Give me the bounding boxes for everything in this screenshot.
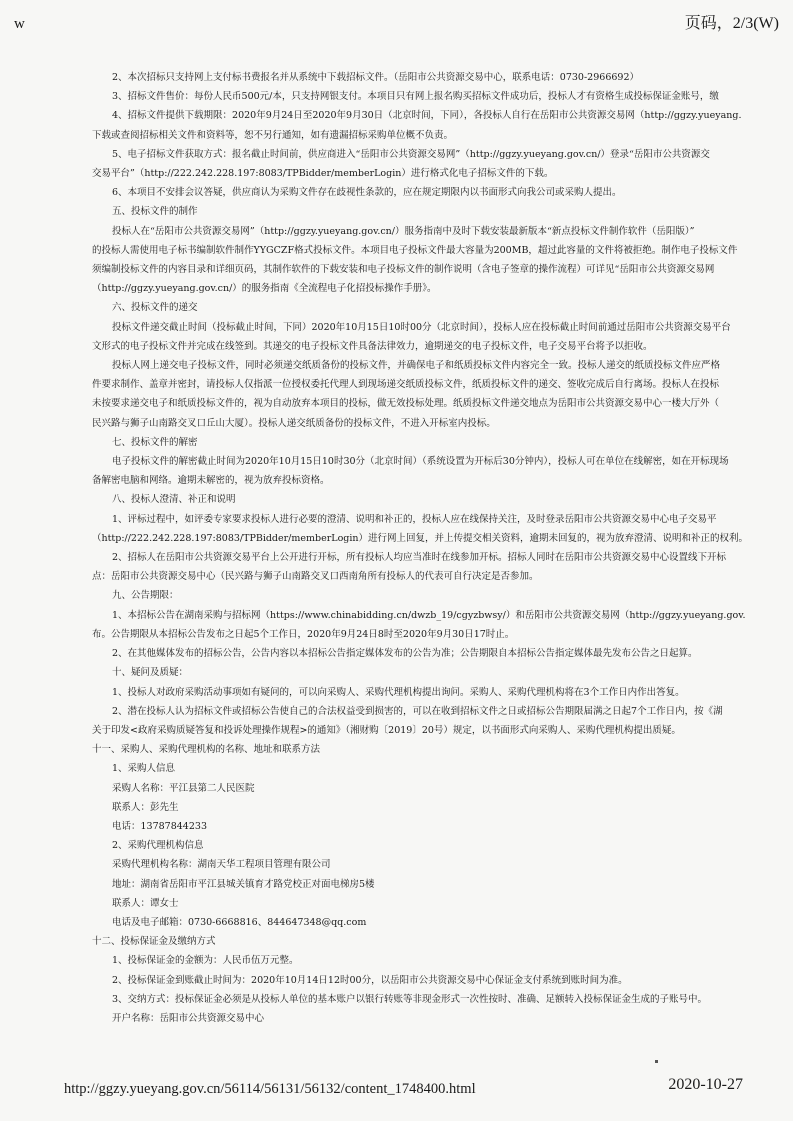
text-line: 电话：13787844233: [112, 820, 207, 832]
text-line: 未按要求递交电子和纸质投标文件的，视为自动放弃本项目的投标，做无效投标处理。纸质投标文件递交地点为岳阳市公共资源交易中心一楼大厅外（: [92, 398, 720, 410]
text-line: 备解密电脑和网络。逾期未解密的，视为放弃投标资格。: [92, 475, 330, 487]
text-line: 采购代理机构名称：湖南天华工程项目管理有限公司: [112, 859, 331, 871]
text-line: 八、投标人澄清、补正和说明: [112, 494, 236, 506]
text-line: 下载或查阅招标相关文件和资料等，恕不另行通知，如有遗漏招标采购单位概不负责。: [92, 129, 454, 141]
footer-url[interactable]: http://ggzy.yueyang.gov.cn/56114/56131/56132/content_1748400.html: [64, 1081, 476, 1097]
text-line: 十、疑问及质疑：: [112, 667, 189, 679]
text-line: 1、评标过程中，如评委专家要求投标人进行必要的澄清、说明和补正的，投标人应在线保持关注，及时登录岳阳市公共资源交易中心电子交易平: [112, 513, 717, 525]
text-line: 件要求制作、盖章并密封，请投标人仅指派一位授权委托代理人到现场递交纸质投标文件，纸质投标文件的递交、签收完成后自行离场。投标人在投标: [92, 379, 720, 391]
text-line: 的投标人需使用电子标书编制软件制作YYGCZF格式投标文件。本项目电子投标文件最大容量为200MB，超过此容量的文件将被拒绝。制作电子投标文件: [92, 244, 738, 256]
text-line: 3、交纳方式：投标保证金必须是从投标人单位的基本账户以银行转账等非现金形式一次性按时、准确、足额转入投标保证金生成的子账号中。: [112, 993, 708, 1005]
text-line: 七、投标文件的解密: [112, 436, 198, 448]
text-line: 地址：湖南省岳阳市平江县城关镇育才路党校正对面电梯房5楼: [112, 878, 375, 890]
text-line: 须编制投标文件的内容目录和详细页码，其制作软件的下载安装和电子投标文件的制作说明（含电子签章的操作流程）可详见“岳阳市公共资源交易网: [92, 264, 715, 276]
text-line: 布。公告期限从本招标公告发布之日起5个工作日，2020年9月24日8时至2020年9月30日17时止。: [92, 628, 515, 640]
text-line: 十二、投标保证金及缴纳方式: [92, 936, 216, 948]
text-line: 投标人网上递交电子投标文件，同时必须递交纸质备份的投标文件，并确保电子和纸质投标文件内容完全一致。投标人递交的纸质投标文件应严格: [112, 360, 721, 372]
text-line: 九、公告期限：: [112, 590, 179, 602]
text-line: 2、采购代理机构信息: [112, 840, 204, 852]
header-left-mark: w: [14, 16, 25, 32]
text-line: 文形式的电子投标文件并完成在线签到。其递交的电子投标文件具备法律效力，逾期递交的电子投标文件，电子交易平台将予以拒收。: [92, 340, 653, 352]
page-number: 页码，2/3(W): [684, 15, 779, 32]
text-line: （http://222.242.228.197:8083/TPBidder/memberLogin）进行网上回复，并上传提交相关资料，逾期未回复的，视为放弃澄清、说明和补正的权利。: [92, 532, 749, 544]
text-line: 五、投标文件的制作: [112, 206, 198, 218]
text-line: 电子投标文件的解密截止时间为2020年10月15日10时30分（北京时间）（系统设置为开标后30分钟内），投标人可在单位在线解密，如在开标现场: [112, 456, 729, 468]
text-line: 4、招标文件提供下载期限：2020年9月24日至2020年9月30日（北京时间，下同），各投标人自行在岳阳市公共资源交易网（http://ggzy.yueyang.: [112, 110, 742, 122]
text-line: 六、投标文件的递交: [112, 302, 198, 314]
text-line: 2、本次招标只支持网上支付标书费报名并从系统中下载招标文件。（岳阳市公共资源交易中心，联系电话：0730-2966692）: [112, 72, 639, 83]
document-body: [92, 68, 793, 1028]
text-line: 2、潜在投标人认为招标文件或招标公告使自己的合法权益受到损害的，可以在收到招标文件之日或招标公告期限届满之日起7个工作日内，按《湖: [112, 705, 723, 717]
footer-date: 2020-10-27: [668, 1076, 743, 1093]
text-line: 1、本招标公告在湖南采购与招标网（https://www.chinabidding.cn/dwzb_19/cgyzbwsy/）和岳阳市公共资源交易网（http://ggzy.yueyang.gov.: [112, 609, 746, 621]
text-line: 投标文件递交截止时间（投标截止时间，下同）2020年10月15日10时00分（北京时间），投标人应在投标截止时间前通过岳阳市公共资源交易平台: [112, 321, 731, 333]
text-line: 开户名称：岳阳市公共资源交易中心: [112, 1012, 265, 1024]
text-line: 1、投标保证金的金额为：人民币伍万元整。: [112, 955, 299, 967]
text-line: 2、招标人在岳阳市公共资源交易平台上公开进行开标，所有投标人均应当准时在线参加开标。招标人同时在岳阳市公共资源交易中心设置线下开标: [112, 552, 727, 564]
text-line: 关于印发<政府采购质疑答复和投诉处理操作规程>的通知》（湘财购〔2019〕20号）规定，以书面形式向采购人、采购代理机构提出质疑。: [92, 724, 681, 736]
scan-dot: [655, 1060, 658, 1063]
text-line: 十一、采购人、采购代理机构的名称、地址和联系方法: [92, 744, 321, 756]
text-line: 2、投标保证金到账截止时间为：2020年10月14日12时00分，以岳阳市公共资源交易中心保证金支付系统到账时间为准。: [112, 974, 628, 986]
text-line: 采购人名称：平江县第二人民医院: [112, 782, 255, 794]
text-line: 1、采购人信息: [112, 763, 176, 775]
text-line: 2、在其他媒体发布的招标公告，公告内容以本招标公告指定媒体发布的公告为准；公告期限自本招标公告指定媒体最先发布公告之日起算。: [112, 648, 698, 660]
text-line: （http://ggzy.yueyang.gov.cn/）的服务指南《全流程电子化招投标操作手册》。: [92, 283, 437, 295]
text-line: 联系人：彭先生: [112, 801, 179, 813]
text-line: 点：岳阳市公共资源交易中心（民兴路与狮子山南路交叉口西南角所有投标人的代表可自行决定是否参加。: [92, 571, 539, 583]
text-line: 电话及电子邮箱：0730-6668816、844647348@qq.com: [112, 916, 367, 928]
text-line: 交易平台”（http://222.242.228.197:8083/TPBidder/memberLogin）进行格式化电子招标文件的下载。: [92, 168, 554, 180]
text-line: 5、电子招标文件获取方式：报名截止时间前，供应商进入“岳阳市公共资源交易网”（http://ggzy.yueyang.gov.cn/）登录“岳阳市公共资源交: [112, 148, 710, 160]
text-line: 1、投标人对政府采购活动事项如有疑问的，可以向采购人、采购代理机构提出询问。采购人、采购代理机构将在3个工作日内作出答复。: [112, 686, 685, 698]
text-line: 投标人在“岳阳市公共资源交易网”（http://ggzy.yueyang.gov.cn/）服务指南中及时下载安装最新版本“新点投标文件制作软件（岳阳版）”: [112, 225, 695, 237]
text-line: 6、本项目不安排会议答疑，供应商认为采购文件存在歧视性条款的，应在规定期限内以书面形式向我公司或采购人提出。: [112, 187, 622, 199]
text-line: 民兴路与狮子山南路交叉口丘山大厦）。投标人递交纸质备份的投标文件，不进入开标室内投标。: [92, 417, 496, 429]
text-line: 联系人：谭女士: [112, 897, 179, 909]
text-line: 3、招标文件售价：每份人民币500元/本，只支持网银支付。本项目只有网上报名购买招标文件成功后，投标人才有资格生成投标保证金账号，缴: [112, 91, 719, 103]
